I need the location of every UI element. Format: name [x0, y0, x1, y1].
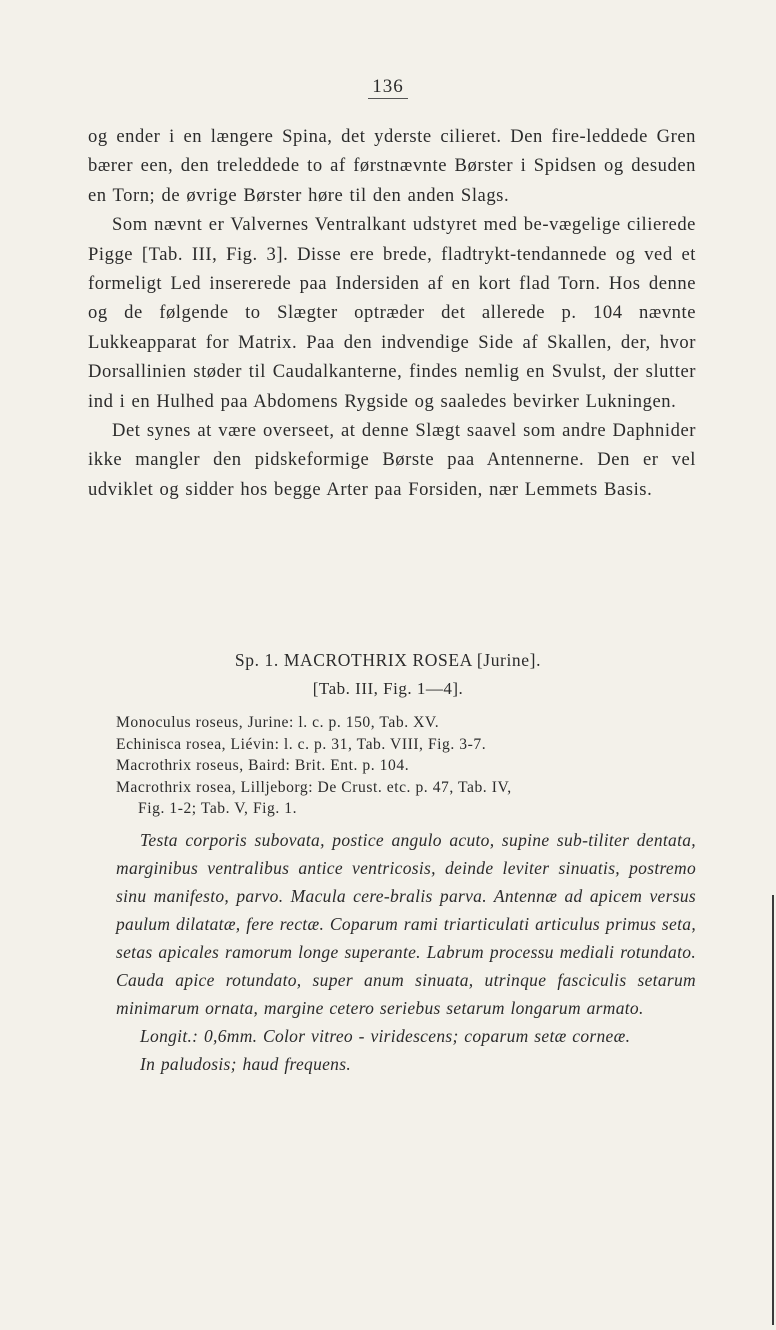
species-heading: Sp. 1. MACROTHRIX ROSEA [Jurine].	[234, 650, 542, 670]
synonym-item: Macrothrix rosea, Lilljeborg: De Crust. etc. p. 47, Tab. IV,	[116, 778, 512, 796]
synonym-item: Echinisca rosea, Liévin: l. c. p. 31, Tab. VIII, Fig. 3-7.	[116, 735, 487, 753]
page-number: 136	[0, 76, 776, 98]
habitat-paragraph: In paludosis; haud frequens.	[140, 1054, 352, 1074]
synonym-item: Macrothrix roseus, Baird: Brit. Ent. p. 104.	[116, 757, 410, 775]
body-text	[88, 122, 696, 504]
latin-description	[116, 826, 696, 1078]
size-color-paragraph: Longit.: 0,6mm. Color vitreo - viridescens; coparum setæ corneæ.	[140, 1026, 631, 1046]
species-plate-reference: [Tab. III, Fig. 1—4].	[312, 679, 464, 698]
paragraph-3: Det synes at være overseet, at denne Slægt saavel som andre Daphnider ikke mangler den pidskeformige Børste paa Antennerne. Den er vel udviklet og sidder hos begge Arter paa Forsiden, nær Lemmets Basis.	[88, 420, 696, 500]
synonym-item-continuation: Fig. 1-2; Tab. V, Fig. 1.	[138, 800, 298, 818]
paragraph-2: Som nævnt er Valvernes Ventralkant udstyret med be-vægelige cilierede Pigge [Tab. III, Fig. 3]. Disse ere brede, fladtrykt-tendannede og ved et formeligt Led insererede paa Indersiden af en kort flad Torn. Hos denne og de følgende to Slægter optræder det allerede p. 104 nævnte Lukkeapparat for Matrix. Paa den indvendige Side af Skallen, der, hvor Dorsallinien støder til Caudalkanterne, findes nemlig en Svulst, der slutter ind i en Hulhed paa Abdomens Rygside og saaledes bevirker Lukningen.	[88, 214, 696, 412]
synonymy-list	[116, 712, 706, 820]
paragraph-1: og ender i en længere Spina, det yderste cilieret. Den fire-leddede Gren bærer een, den treleddede to af førstnævnte Børster i Spidsen og desuden en Torn; de øvrige Børster høre til den anden Slags.	[88, 126, 696, 206]
page-edge-line	[772, 895, 774, 1325]
diagnosis-paragraph: Testa corporis subovata, postice angulo acuto, supine sub-tiliter dentata, marginibus ventralibus antice ventricosis, deinde leviter sinuatis, postremo sinu manifesto, parvo. Macula cere-bralis parva. Antennæ ad apicem versus paulum dilatatæ, fere rectæ. Coparum rami triarticulati articulus primus seta, setas apicales ramorum longe superante. Labrum processu mediali rotundato. Cauda apice rotundato, super anum sinuata, utrinque fasciculis setarum minimarum ornata, margine cetero seriebus setarum longarum armato.	[116, 830, 696, 1018]
synonym-item: Monoculus roseus, Jurine: l. c. p. 150, Tab. XV.	[116, 714, 440, 731]
